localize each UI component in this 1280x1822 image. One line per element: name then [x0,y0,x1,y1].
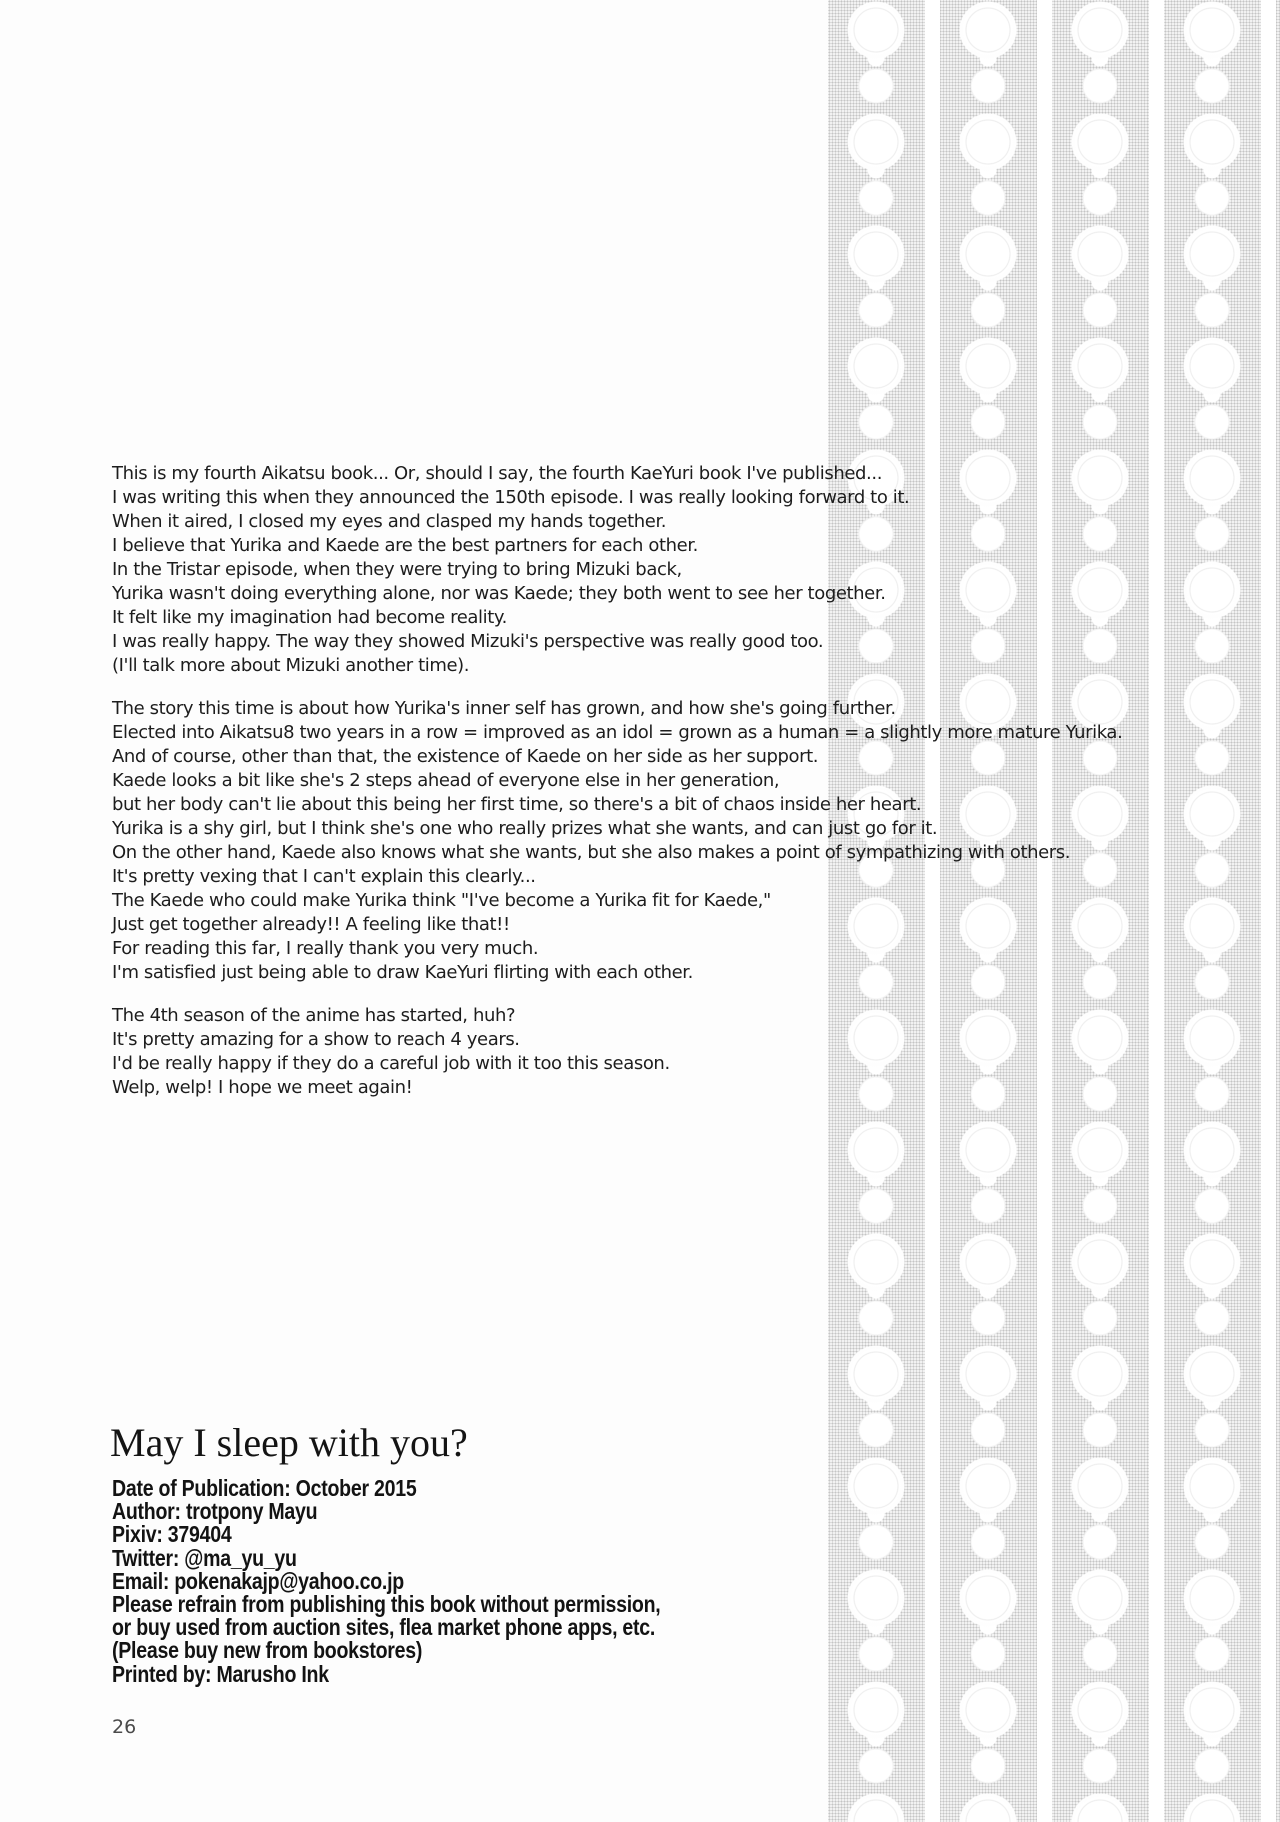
colophon-twitter: Twitter: @ma_yu_yu [112,1544,297,1571]
text-line: I was writing this when they announced the 150th episode. I was really looking forward to it. [112,487,910,508]
text-line: Welp, welp! I hope we meet again! [112,1077,413,1098]
colophon-email: Email: pokenakajp@yahoo.co.jp [112,1567,404,1594]
text-line: For reading this far, I really thank you very much. [112,938,539,959]
colophon-info [112,1477,660,1686]
text-line: And of course, other than that, the existence of Kaede on her side as her support. [112,746,819,767]
text-line: Yurika wasn't doing everything alone, nor was Kaede; they both went to see her together. [112,583,886,604]
text-line: It felt like my imagination had become reality. [112,607,507,628]
text-line: I was really happy. The way they showed Mizuki's perspective was really good too. [112,631,824,652]
text-line: This is my fourth Aikatsu book... Or, should I say, the fourth KaeYuri book I've published... [112,463,883,484]
page-number: 26 [112,1716,137,1738]
text-line: but her body can't lie about this being her first time, so there's a bit of chaos inside her heart. [112,794,922,815]
afterword-text [112,462,1192,1119]
text-line: I believe that Yurika and Kaede are the best partners for each other. [112,535,698,556]
text-line: On the other hand, Kaede also knows what she wants, but she also makes a point of sympathizing with others. [112,842,1071,863]
text-line: Kaede looks a bit like she's 2 steps ahead of everyone else in her generation, [112,770,780,791]
text-line: The 4th season of the anime has started, huh? [112,1005,516,1026]
colophon-notice: (Please buy new from bookstores) [112,1637,423,1664]
colophon-notice: or buy used from auction sites, flea market phone apps, etc. [112,1614,656,1641]
text-line: The Kaede who could make Yurika think "I've become a Yurika fit for Kaede," [112,890,771,911]
colophon-notice: Please refrain from publishing this book without permission, [112,1591,661,1618]
colophon-publication-date: Date of Publication: October 2015 [112,1475,417,1501]
text-line: It's pretty vexing that I can't explain this clearly... [112,866,536,887]
afterword-paragraph-2 [112,697,1192,985]
colophon-printer: Printed by: Marusho Ink [112,1660,329,1687]
text-line: In the Tristar episode, when they were trying to bring Mizuki back, [112,559,682,580]
text-line: The story this time is about how Yurika's inner self has grown, and how she's going further. [112,698,896,719]
afterword-paragraph-3 [112,1004,1192,1100]
text-line: Elected into Aikatsu8 two years in a row = improved as an idol = grown as a human = a slightly more mature Yurika. [112,722,1123,743]
book-title: May I sleep with you? [110,1420,468,1465]
colophon-author: Author: trotpony Mayu [112,1498,318,1525]
text-line: It's pretty amazing for a show to reach 4 years. [112,1029,520,1050]
text-line: I'd be really happy if they do a careful job with it too this season. [112,1053,670,1074]
text-line: (I'll talk more about Mizuki another time). [112,655,470,676]
text-line: I'm satisfied just being able to draw KaeYuri flirting with each other. [112,962,693,983]
afterword-paragraph-1 [112,462,1192,678]
text-line: When it aired, I closed my eyes and clasped my hands together. [112,511,667,532]
text-line: Just get together already!! A feeling like that!! [112,914,510,935]
colophon-pixiv: Pixiv: 379404 [112,1521,232,1548]
text-line: Yurika is a shy girl, but I think she's one who really prizes what she wants, and can just go for it. [112,818,938,839]
